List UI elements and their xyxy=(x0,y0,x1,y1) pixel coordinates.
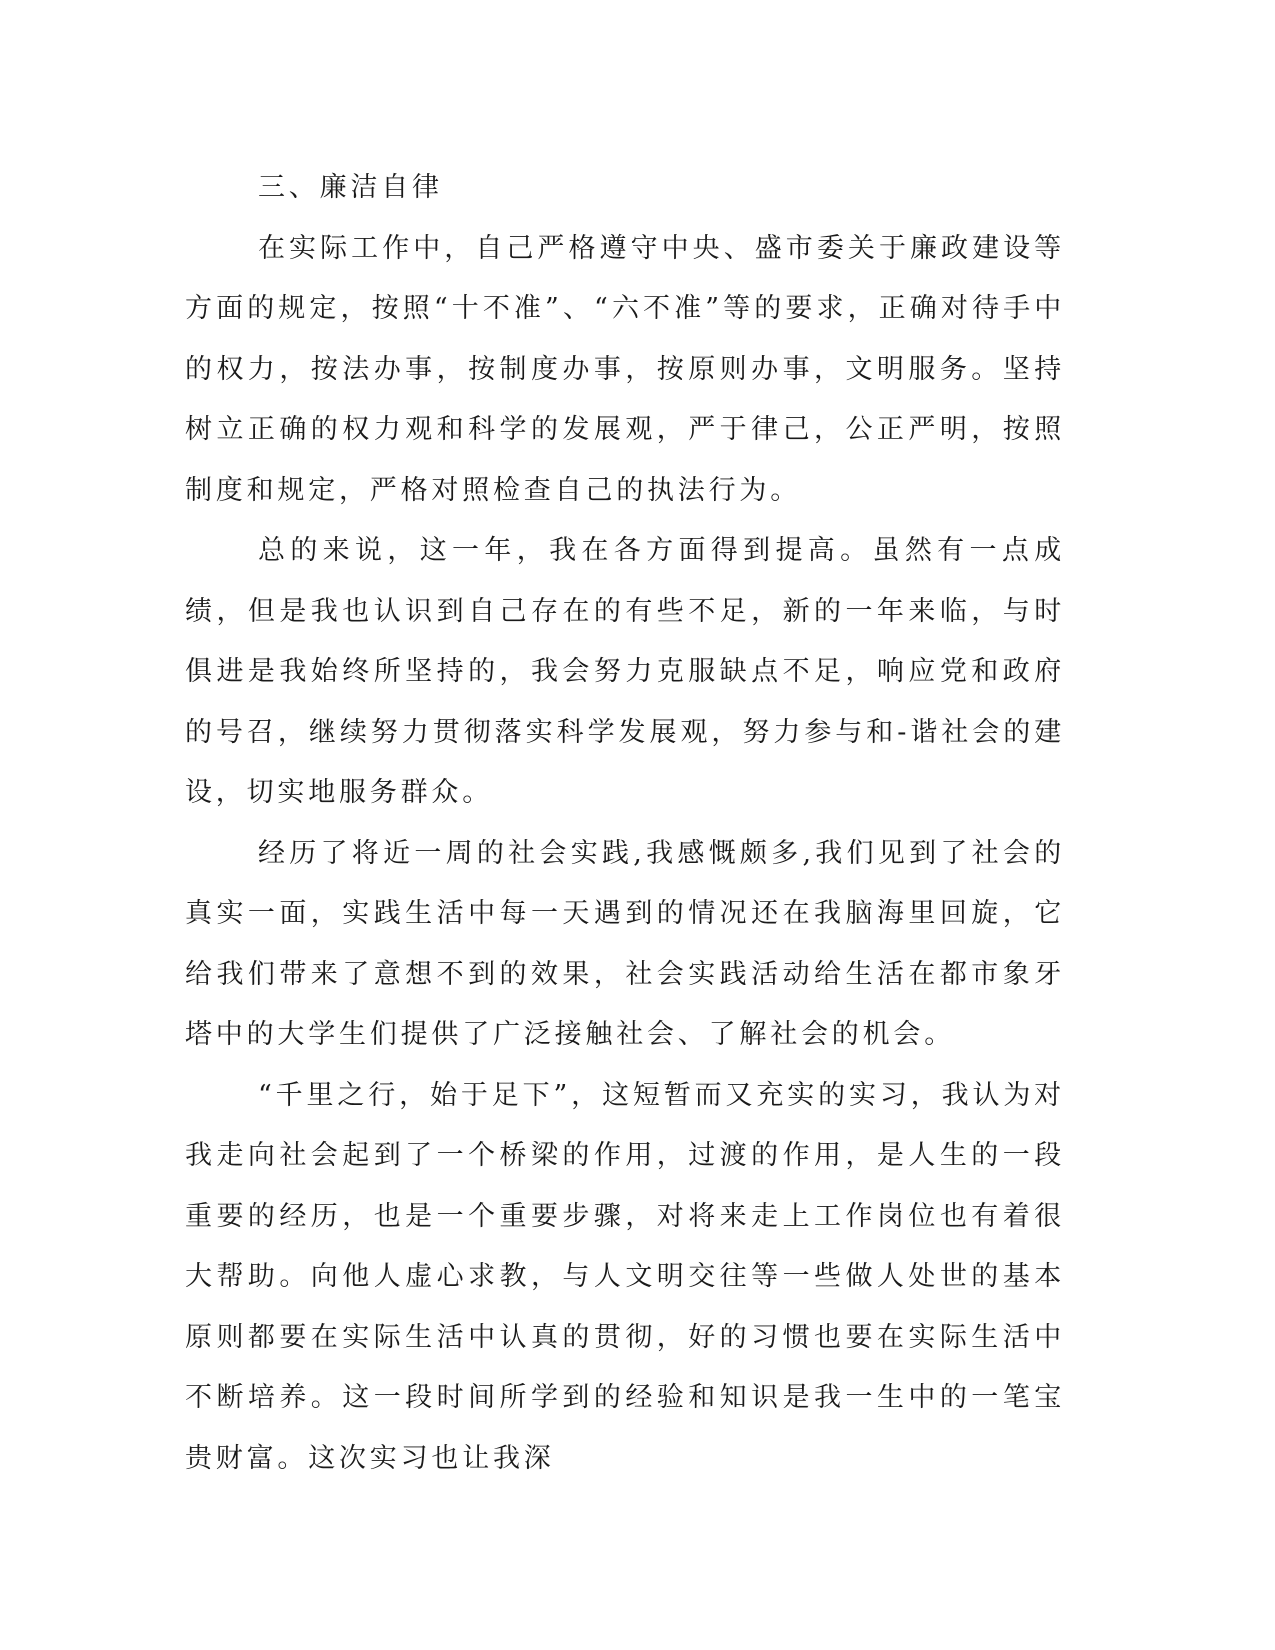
paragraph-social-practice: 经历了将近一周的社会实践,我感慨颇多,我们见到了社会的真实一面，实践生活中每一天遇到的情况还在我脑海里回旋，它给我们带来了意想不到的效果，社会实践活动给生活在都市象牙塔中的大学生们提供了广泛接触社会、了解社会的机会。 xyxy=(185,837,1065,1050)
document-body xyxy=(185,158,1065,1489)
paragraph-internship: “千里之行，始于足下”，这短暂而又充实的实习，我认为对我走向社会起到了一个桥梁的作用，过渡的作用，是人生的一段重要的经历，也是一个重要步骤，对将来走上工作岗位也有着很大帮助。向他人虚心求教，与人文明交往等一些做人处世的基本原则都要在实际生活中认真的贯彻，好的习惯也要在实际生活中不断培养。这一段时间所学到的经验和知识是我一生中的一笔宝贵财富。这次实习也让我深 xyxy=(185,1079,1065,1474)
section-heading: 三、廉洁自律 xyxy=(258,172,443,203)
paragraph-integrity: 在实际工作中，自己严格遵守中央、盛市委关于廉政建设等方面的规定，按照“十不准”、“六不准”等的要求，正确对待手中的权力，按法办事，按制度办事，按原则办事，文明服务。坚持树立正确的权力观和科学的发展观，严于律己，公正严明，按照制度和规定，严格对照检查自己的执法行为。 xyxy=(185,232,1065,506)
paragraph-summary: 总的来说，这一年，我在各方面得到提高。虽然有一点成绩，但是我也认识到自己存在的有些不足，新的一年来临，与时俱进是我始终所坚持的，我会努力克服缺点不足，响应党和政府的号召，继续努力贯彻落实科学发展观，努力参与和-谐社会的建设，切实地服务群众。 xyxy=(185,535,1065,808)
